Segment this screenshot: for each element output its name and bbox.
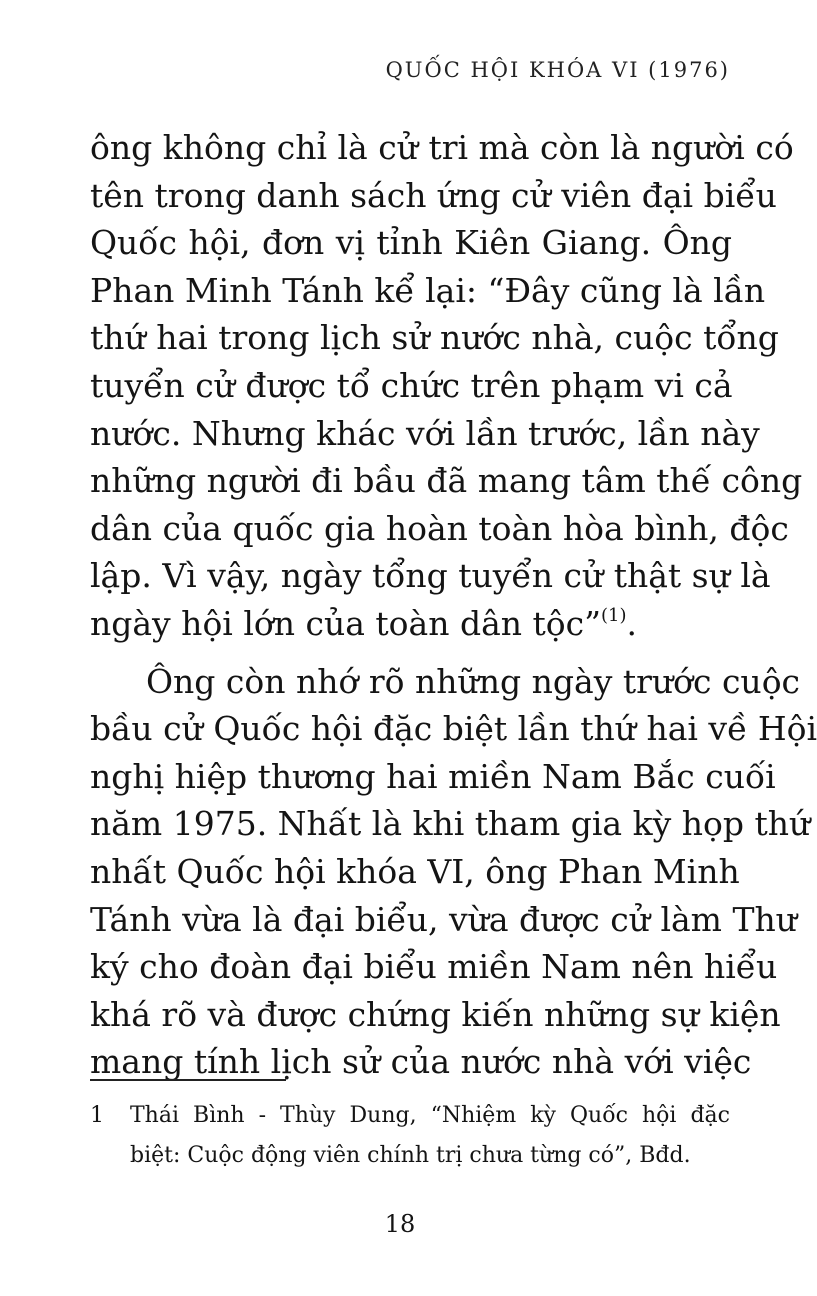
footnote-text: biệt: Cuộc động viên chính trị chưa từng có”, Bđd. bbox=[130, 1143, 691, 1168]
running-header: QUỐC HỘI KHÓA VI (1976) bbox=[385, 58, 730, 82]
text-line: thứ hai trong lịch sử nước nhà, cuộc tổng bbox=[90, 318, 779, 358]
footnote-line bbox=[90, 1136, 730, 1176]
text-line: năm 1975. Nhất là khi tham gia kỳ họp thứ bbox=[90, 804, 811, 844]
text-line: những người đi bầu đã mang tâm thế công bbox=[90, 461, 803, 501]
text-line: ký cho đoàn đại biểu miền Nam nên hiểu bbox=[90, 947, 778, 987]
footnote bbox=[90, 1096, 730, 1176]
footnote-number: 1 bbox=[90, 1103, 104, 1128]
last-line-text: ngày hội lớn của toàn dân tộc” bbox=[90, 603, 601, 643]
footnote-line bbox=[90, 1096, 730, 1136]
text-line: tên trong danh sách ứng cử viên đại biểu bbox=[90, 175, 777, 215]
footnote-reference[interactable]: (1) bbox=[600, 604, 627, 626]
text-line-last bbox=[90, 600, 732, 648]
paragraph-gap bbox=[90, 648, 732, 658]
text-line: Ông còn nhớ rõ những ngày trước cuộc bbox=[146, 661, 801, 701]
text-line: lập. Vì vậy, ngày tổng tuyển cử thật sự là bbox=[90, 556, 771, 596]
text-line: Phan Minh Tánh kể lại: “Đây cũng là lần bbox=[90, 270, 766, 310]
text-line: dân của quốc gia hoàn toàn hòa bình, độc bbox=[90, 508, 789, 548]
text-line: bầu cử Quốc hội đặc biệt lần thứ hai về Hội bbox=[90, 709, 817, 749]
text-line: ông không chỉ là cử tri mà còn là người có bbox=[90, 128, 794, 167]
paragraph-2 bbox=[90, 658, 817, 1086]
last-line-period: . bbox=[626, 603, 637, 643]
paragraph-1 bbox=[90, 124, 803, 648]
text-line: nghị hiệp thương hai miền Nam Bắc cuối bbox=[90, 756, 776, 796]
text-line: khá rõ và được chứng kiến những sự kiện bbox=[90, 994, 781, 1034]
text-line: Tánh vừa là đại biểu, vừa được cử làm Thư bbox=[90, 899, 797, 939]
text-line: Quốc hội, đơn vị tỉnh Kiên Giang. Ông bbox=[90, 223, 732, 263]
body-text bbox=[90, 124, 817, 1086]
text-line: mang tính lịch sử của nước nhà với việc bbox=[90, 1042, 752, 1082]
footnote-text: Thái Bình - Thùy Dung, “Nhiệm kỳ Quốc hội đặc bbox=[130, 1103, 730, 1128]
page-number: 18 bbox=[384, 1210, 416, 1238]
text-line: tuyển cử được tổ chức trên phạm vi cả bbox=[90, 365, 733, 405]
text-line: nước. Nhưng khác với lần trước, lần này bbox=[90, 413, 760, 453]
footnote-divider bbox=[90, 1079, 286, 1081]
text-line: nhất Quốc hội khóa VI, ông Phan Minh bbox=[90, 851, 740, 891]
